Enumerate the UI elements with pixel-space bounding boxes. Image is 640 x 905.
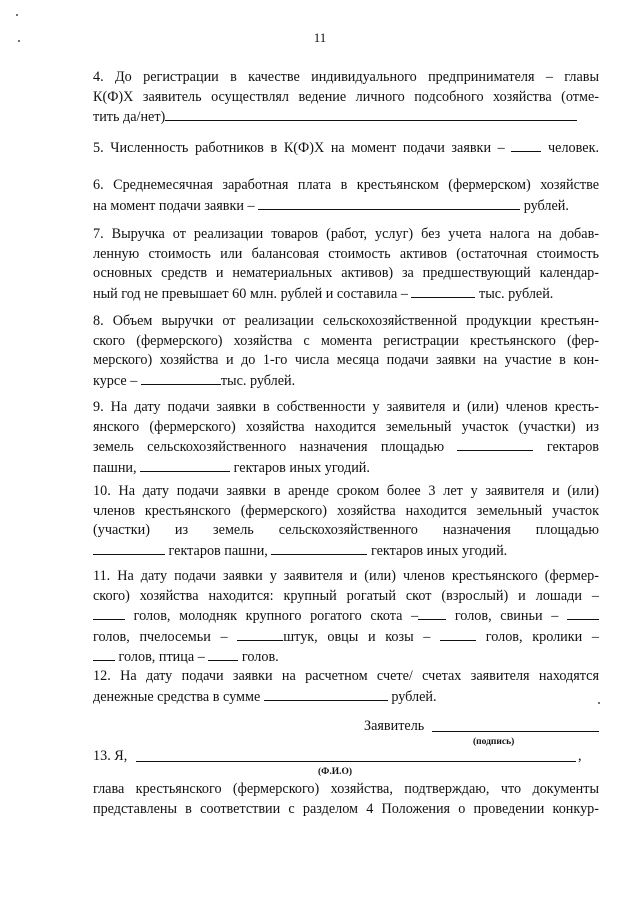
item-10-text: гектаров пашни, xyxy=(168,542,268,559)
item-4-line: тить да/нет) xyxy=(93,109,166,125)
item-11-line: ского) хозяйства находится: крупный рогатый скот (взрослый) и лошади – xyxy=(93,587,599,604)
item-9-unit: гектаров иных угодий. xyxy=(233,459,370,476)
item-8-line: мерского) хозяйства и до 1-го числа месяца подачи заявки на участие в кон- xyxy=(93,352,599,368)
item-10-line: 10. На дату подачи заявки в аренде сроком более 3 лет у заявителя и (или) xyxy=(93,483,599,499)
item-8-line: курсе – xyxy=(93,372,138,389)
item-10-line: членов крестьянского (фермерского) хозяйства находится земельный участок xyxy=(93,502,599,519)
item-8 xyxy=(93,312,599,391)
item-10-text: гектаров иных угодий. xyxy=(370,542,508,559)
item-6-unit: рублей. xyxy=(523,197,569,214)
item-9-line: земель сельскохозяйственного назначения площадью xyxy=(93,439,445,455)
rabbits-blank[interactable] xyxy=(93,647,115,661)
item-11-text: голов, птица – xyxy=(118,649,205,665)
item-9-unit: гектаров xyxy=(546,439,600,455)
item-7 xyxy=(93,225,599,304)
item-11-text: голов, пчелосемьи – xyxy=(93,628,228,645)
cattle-blank[interactable] xyxy=(93,606,125,620)
item-4-line: К(Ф)Х заявитель осуществлял ведение личного подсобного хозяйства (отме- xyxy=(93,88,599,105)
workers-count-blank[interactable] xyxy=(511,138,541,152)
signature-caption: (подпись) xyxy=(473,737,515,747)
scan-speck xyxy=(16,14,18,16)
item-7-line: ный год не превышает 60 млн. рублей и составила – xyxy=(93,285,408,302)
beehives-blank[interactable] xyxy=(237,627,283,641)
item-7-unit: тыс. рублей. xyxy=(479,285,554,302)
item-5 xyxy=(93,138,599,159)
item-7-line: ленную стоимость или балансовая стоимость активов (остаточная стоимость xyxy=(93,245,599,262)
item-12-line: 12. На дату подачи заявки на расчетном счете/ счетах заявителя находятся xyxy=(93,668,599,684)
item-11-text: голов. xyxy=(241,649,279,665)
full-name-blank[interactable] xyxy=(136,748,576,762)
item-12-unit: рублей. xyxy=(391,688,437,705)
item-6-line: на момент подачи заявки – xyxy=(93,197,255,214)
item-9-line: пашни, xyxy=(93,459,137,476)
item-11-text: штук, овцы и козы – xyxy=(283,628,431,645)
poultry-blank[interactable] xyxy=(208,647,238,661)
pigs-blank[interactable] xyxy=(567,606,599,620)
signature-blank[interactable] xyxy=(432,718,599,732)
full-name-caption: (Ф.И.О) xyxy=(318,767,353,777)
item-12-line: денежные средства в сумме xyxy=(93,688,261,705)
item-13-line: глава крестьянского (фермерского) хозяйства, подтверждаю, что документы xyxy=(93,781,599,797)
item-4 xyxy=(93,68,599,128)
item-8-unit: тыс. рублей. xyxy=(220,372,296,389)
item-13 xyxy=(93,780,599,819)
item-11-line: 11. На дату подачи заявки у заявителя и (или) членов крестьянского (фермер- xyxy=(93,568,599,584)
item-13-line: представлены в соответствии с разделом 4 Положения о проведении конкур- xyxy=(93,800,599,817)
salary-blank[interactable] xyxy=(258,196,520,210)
item-13-suffix: , xyxy=(578,748,582,764)
item-13-prefix: 13. Я, xyxy=(93,748,128,764)
item-13-name-row xyxy=(93,748,599,765)
page-number: 11 xyxy=(313,30,327,45)
item-4-line: 4. До регистрации в качестве индивидуального предпринимателя – главы xyxy=(93,69,599,85)
item-7-line: основных средств и нематериальных активов) за предшествующий календар- xyxy=(93,265,599,281)
item-8-line: ского (фермерского) хозяйства с момента регистрации крестьянского (фер- xyxy=(93,332,599,349)
applicant-label: Заявитель xyxy=(364,718,425,734)
funds-amount-blank[interactable] xyxy=(264,687,388,701)
item-11-text: голов, свиньи – xyxy=(454,608,559,624)
item-11-text: голов, молодняк крупного рогатого скота – xyxy=(133,608,419,624)
answer-blank[interactable] xyxy=(165,107,577,121)
agri-revenue-blank[interactable] xyxy=(141,371,221,385)
item-5-text: 5. Численность работников в К(Ф)Х на момент подачи заявки – xyxy=(93,140,505,156)
owned-other-land-blank[interactable] xyxy=(140,458,230,472)
item-12 xyxy=(93,667,599,707)
item-10 xyxy=(93,482,599,561)
item-9 xyxy=(93,398,599,478)
young-cattle-blank[interactable] xyxy=(418,606,446,620)
item-11-text: голов, кролики – xyxy=(485,628,600,645)
item-9-line: 9. На дату подачи заявки в собственности у заявителя и (или) членов кресть- xyxy=(93,399,599,415)
item-8-line: 8. Объем выручки от реализации сельскохозяйственной продукции крестьян- xyxy=(93,313,599,329)
item-10-line: (участки) из земель сельскохозяйственного назначения площадью xyxy=(93,522,599,538)
item-11 xyxy=(93,567,599,668)
revenue-blank[interactable] xyxy=(411,284,475,298)
leased-arable-blank[interactable] xyxy=(93,541,165,555)
item-6-line: 6. Среднемесячная заработная плата в крестьянском (фермерском) хозяйстве xyxy=(93,177,599,193)
owned-arable-blank[interactable] xyxy=(457,437,533,451)
item-5-unit: человек. xyxy=(548,140,600,156)
leased-other-land-blank[interactable] xyxy=(271,541,367,555)
item-6 xyxy=(93,176,599,216)
item-7-line: 7. Выручка от реализации товаров (работ, услуг) без учета налога на добав- xyxy=(93,226,599,242)
sheep-goats-blank[interactable] xyxy=(440,627,476,641)
item-9-line: янского (фермерского) хозяйства находится земельный участок (участки) из xyxy=(93,418,599,435)
